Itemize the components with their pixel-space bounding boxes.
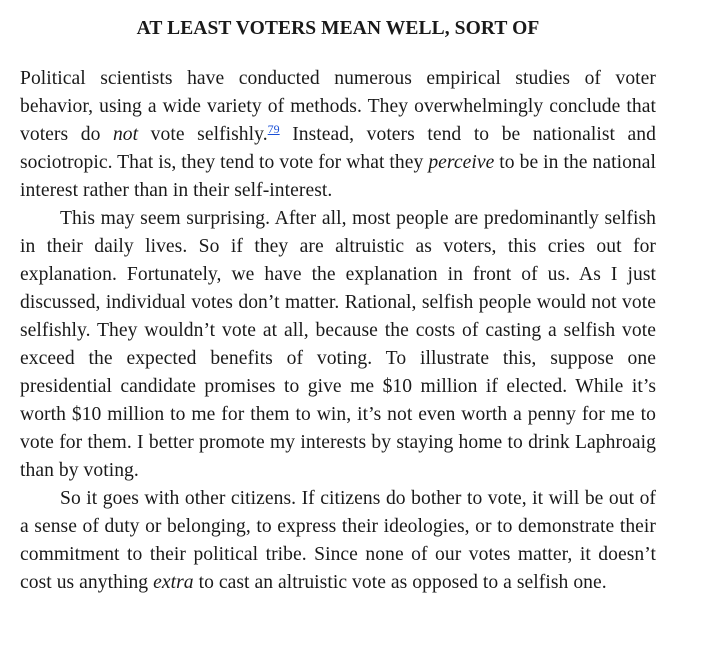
paragraph-3-part-2: to cast an altruistic vote as opposed to a selfish one. bbox=[193, 572, 607, 593]
paragraph-1-part-4: to be in the national interest rather than in their self-interest. bbox=[20, 152, 656, 201]
paragraph-1-part-3: Instead, voters tend to be nationalist and sociotropic. That is, they tend to vote for what they bbox=[20, 124, 656, 173]
paragraph-1-part-1: Political scientists have conducted numerous empirical studies of voter behavior, using a wide variety of methods. They overwhelmingly conclude that voters do bbox=[20, 68, 656, 145]
section-heading: AT LEAST VOTERS MEAN WELL, SORT OF bbox=[136, 18, 540, 39]
paragraph-3 bbox=[20, 485, 656, 597]
footnote-link[interactable]: 79 bbox=[267, 122, 280, 136]
emphasis-perceive: perceive bbox=[428, 152, 495, 173]
page-content bbox=[20, 0, 656, 597]
paragraph-1 bbox=[20, 65, 656, 205]
body-text bbox=[20, 65, 656, 597]
paragraph-1-part-2: vote selfishly. bbox=[138, 124, 268, 145]
paragraph-3-part-1: So it goes with other citizens. If citizens do bother to vote, it will be out of a sense of duty or belonging, to express their ideologies, or to demonstrate their commitment to their political tribe. Since none of our votes matter, it doesn’t cost us anything bbox=[20, 488, 656, 593]
paragraph-2 bbox=[20, 205, 656, 485]
paragraph-2-text: This may seem surprising. After all, most people are predominantly selfish in their daily lives. So if they are altruistic as voters, this cries out for explanation. Fortunately, we have the explanation in front of us. As I just discussed, individual votes don’t matter. Rational, selfish people would not vote selfishly. They wouldn’t vote at all, because the costs of casting a selfish vote exceed the expected benefits of voting. To illustrate this, suppose one presidential candidate promises to give me $10 million if elected. While it’s worth $10 million to me for them to win, it’s not even worth a penny for me to vote for them. I better promote my interests by staying home to drink Laphroaig than by voting. bbox=[20, 208, 656, 481]
emphasis-not: not bbox=[112, 124, 139, 145]
emphasis-extra: extra bbox=[153, 572, 194, 593]
